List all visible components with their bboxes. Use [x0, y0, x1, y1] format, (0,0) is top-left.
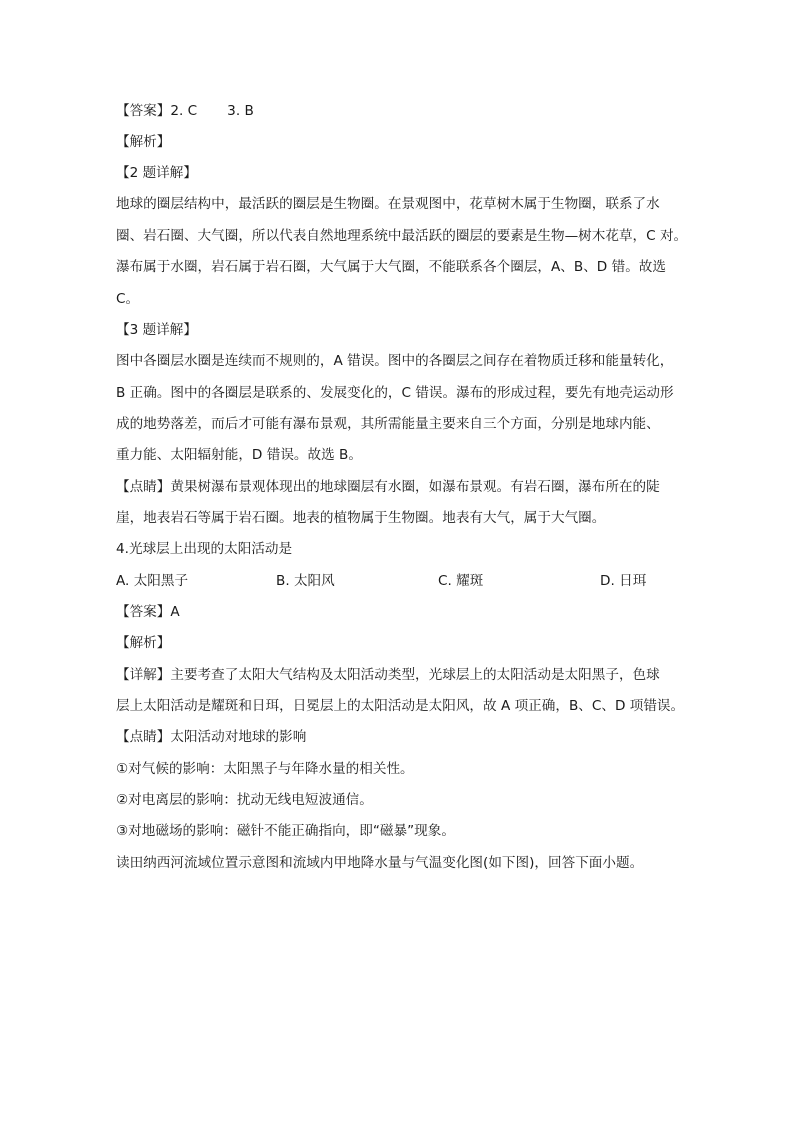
answer-2: 2. C — [170, 103, 198, 119]
question-4-stem: 4.光球层上出现的太阳活动是 — [116, 541, 293, 557]
q2-detail-tag: 【2 题详解】 — [116, 165, 197, 181]
option-a: A. 太阳黑子 — [116, 573, 189, 589]
q2-detail-line-4: C。 — [116, 291, 140, 307]
answer-tag-2: 【答案】 — [116, 604, 171, 620]
answer-tag: 【答案】 — [116, 103, 171, 119]
dianjing-2-item-1: ①对气候的影响：太阳黑子与年降水量的相关性。 — [116, 761, 414, 777]
answer-line-2 — [116, 602, 686, 622]
q2-detail-line-3: 瀑布属于水圈，岩石属于岩石圈，大气属于大气圈，不能联系各个圈层，A、B、D 错。故选 — [116, 259, 666, 275]
dianjing-1-line-1 — [116, 477, 686, 497]
q4-detail-line-2: 层上太阳活动是耀斑和日珥，日冕层上的太阳活动是太阳风，故 A 项正确，B、C、D 项错误。 — [116, 698, 685, 714]
answer-line-1 — [116, 101, 686, 121]
dianjing-2-item-3: ③对地磁场的影响：磁针不能正确指向，即“磁暴”现象。 — [116, 823, 455, 839]
analysis-tag-1: 【解析】 — [116, 134, 171, 150]
dianjing-2-item-2: ②对电离层的影响：扰动无线电短波通信。 — [116, 792, 373, 808]
dianjing-2-title: 太阳活动对地球的影响 — [170, 729, 307, 745]
q3-detail-line-2: B 正确。图中的各圈层是联系的、发展变化的，C 错误。瀑布的形成过程，要先有地壳运动形 — [116, 385, 674, 401]
option-d: D. 日珥 — [600, 573, 647, 589]
analysis-tag-2: 【解析】 — [116, 635, 171, 651]
option-c: C. 耀斑 — [438, 573, 484, 589]
q3-detail-tag: 【3 题详解】 — [116, 322, 197, 338]
dianjing-1-text-1: 黄果树瀑布景观体现出的地球圈层有水圈，如瀑布景观。有岩石圈，瀑布所在的陡 — [170, 479, 660, 495]
q3-detail-line-4: 重力能、太阳辐射能，D 错误。故选 B。 — [116, 447, 362, 463]
dianjing-tag-2: 【点睛】 — [116, 729, 171, 745]
dianjing-2-title-line — [116, 727, 686, 747]
detail-tag: 【详解】 — [116, 667, 171, 683]
dianjing-tag: 【点睛】 — [116, 479, 171, 495]
dianjing-1-line-2: 崖，地表岩石等属于岩石圈。地表的植物属于生物圈。地表有大气，属于大气圈。 — [116, 510, 606, 526]
reading-prompt: 读田纳西河流域位置示意图和流域内甲地降水量与气温变化图(如下图)，回答下面小题。 — [116, 855, 644, 871]
q3-detail-line-3: 成的地势落差，而后才可能有瀑布景观，其所需能量主要来自三个方面，分别是地球内能、 — [116, 416, 660, 432]
answer-4: A — [170, 604, 180, 620]
q2-detail-line-2: 圈、岩石圈、大气圈，所以代表自然地理系统中最活跃的圈层的要素是生物—树木花草，C 对。 — [116, 228, 688, 244]
q4-detail-text-1: 主要考查了太阳大气结构及太阳活动类型，光球层上的太阳活动是太阳黑子，色球 — [170, 667, 660, 683]
q3-detail-line-1: 图中各圈层水圈是连续而不规则的，A 错误。图中的各圈层之间存在着物质迁移和能量转化， — [116, 353, 674, 369]
q2-detail-line-1: 地球的圈层结构中，最活跃的圈层是生物圈。在景观图中，花草树木属于生物圈，联系了水 — [116, 196, 660, 212]
q4-detail-line-1 — [116, 665, 686, 685]
answer-3: 3. B — [227, 103, 254, 119]
option-b: B. 太阳风 — [276, 573, 335, 589]
